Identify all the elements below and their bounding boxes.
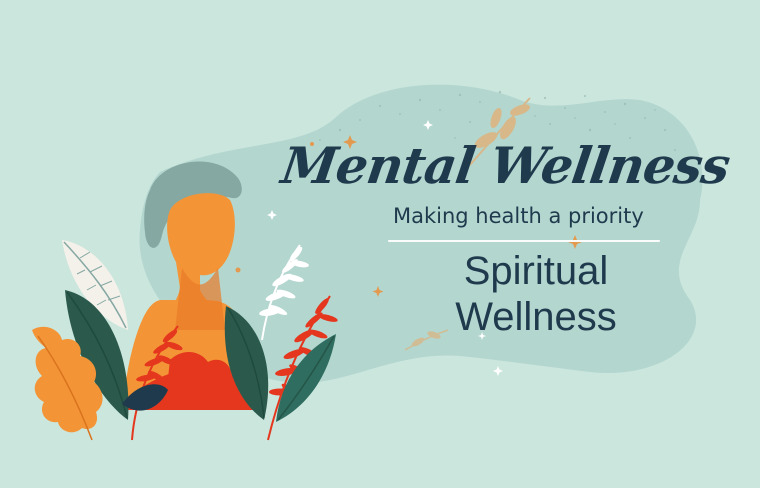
divider <box>388 240 660 242</box>
headline <box>406 248 666 340</box>
subtitle: Making health a priority <box>393 204 644 228</box>
headline-line-1: Spiritual <box>463 249 609 293</box>
title: Mental Wellness <box>277 136 733 195</box>
headline-line-2: Wellness <box>455 295 617 339</box>
